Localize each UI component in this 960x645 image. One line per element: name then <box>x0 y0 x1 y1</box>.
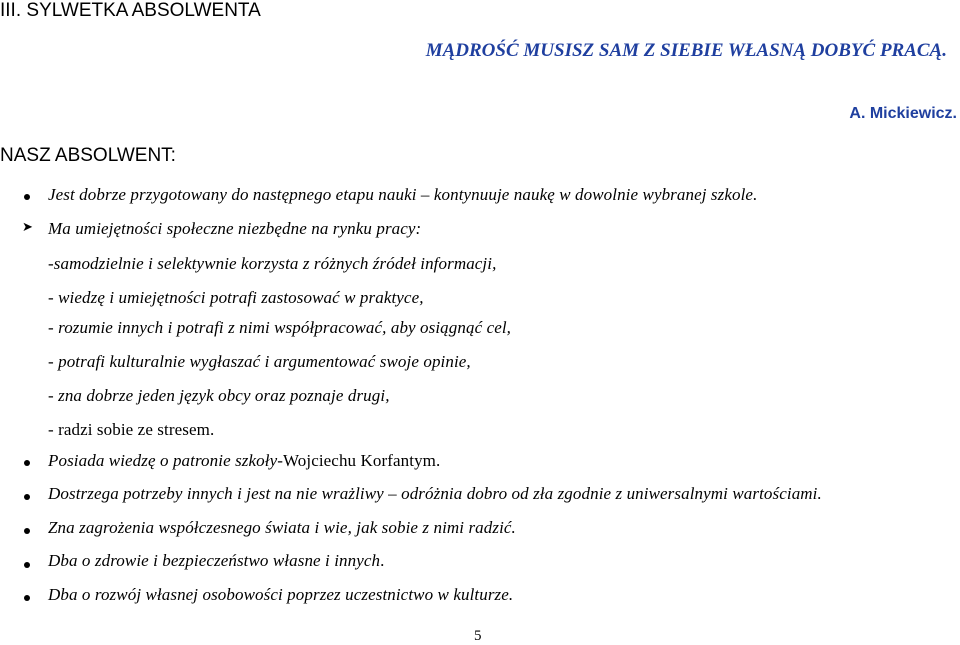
list-item: Dostrzega potrzeby innych i jest na nie wrażliwy – odróżnia dobro od zła zgodnie z uniwersalnymi wartościami. <box>48 484 822 503</box>
list-item: Dba o rozwój własnej osobowości poprzez uczestnictwo w kulturze. <box>48 585 514 604</box>
bullet-dot-icon <box>24 494 30 500</box>
section-title: III. SYLWETKA ABSOLWENTA <box>0 0 261 21</box>
sub-item: - radzi sobie ze stresem. <box>48 420 215 439</box>
sub-item: -samodzielnie i selektywnie korzysta z różnych źródeł informacji, <box>48 254 497 273</box>
list-item: Zna zagrożenia współczesnego świata i wie, jak sobie z nimi radzić. <box>48 518 516 537</box>
sub-item: - potrafi kulturalnie wygłaszać i argumentować swoje opinie, <box>48 352 471 371</box>
bullet-dot-icon <box>24 562 30 568</box>
list-item-text: Posiada wiedzę o patronie szkoły- <box>48 451 283 470</box>
sub-item: - rozumie innych i potrafi z nimi współpracować, aby osiągnąć cel, <box>48 318 512 337</box>
list-item: Ma umiejętności społeczne niezbędne na rynku pracy: <box>48 219 422 238</box>
bullet-dot-icon <box>24 460 30 466</box>
list-item-period: . <box>380 551 385 570</box>
bullet-dot-icon <box>24 194 30 200</box>
arrowhead-bullet-icon: ➤ <box>22 220 33 235</box>
list-item <box>48 451 440 471</box>
page-number: 5 <box>474 628 482 644</box>
bullet-dot-icon <box>24 595 30 601</box>
list-item <box>48 551 385 571</box>
list-item: Jest dobrze przygotowany do następnego etapu nauki – kontynuuje naukę w dowolnie wybranej szkole. <box>48 185 758 204</box>
subheading: NASZ ABSOLWENT: <box>0 145 176 166</box>
motto-author: A. Mickiewicz. <box>849 105 957 122</box>
sub-item: - zna dobrze jeden język obcy oraz poznaje drugi, <box>48 386 390 405</box>
patron-name: Wojciechu Korfantym. <box>282 451 441 470</box>
list-item-text: Dba o zdrowie i bezpieczeństwo własne i innych <box>48 551 381 570</box>
bullet-dot-icon <box>24 528 30 534</box>
sub-item: - wiedzę i umiejętności potrafi zastosować w praktyce, <box>48 288 424 307</box>
motto: MĄDROŚĆ MUSISZ SAM Z SIEBIE WŁASNĄ DOBYĆ PRACĄ. <box>425 40 947 61</box>
